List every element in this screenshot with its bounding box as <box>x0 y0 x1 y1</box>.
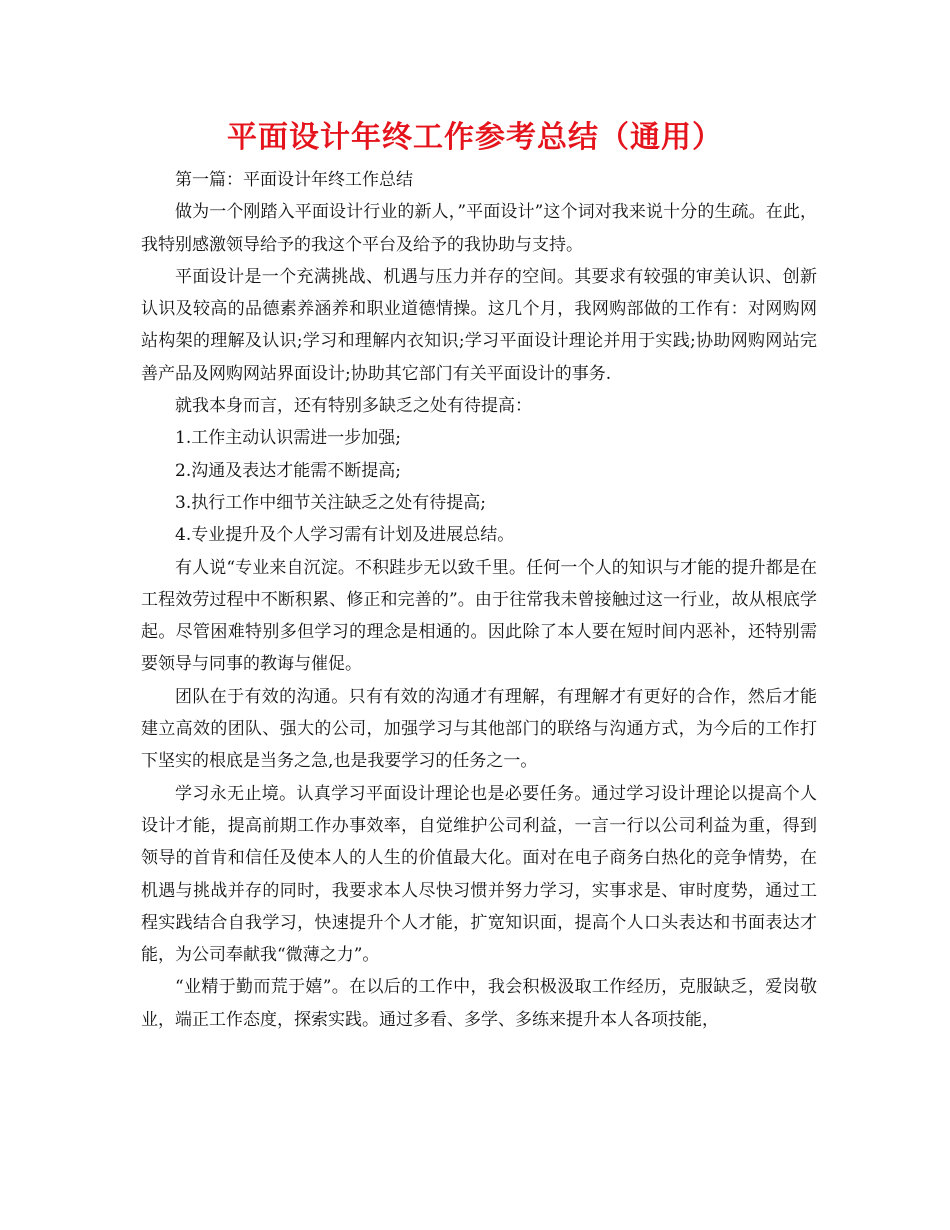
paragraph: 学习永无止境。认真学习平面设计理论也是必要任务。通过学习设计理论以提高个人设计才能，提高前期工作办事效率，自觉维护公司利益，一言一行以公司利益为重，得到领导的首肯和信任及使本人的人生的价值最大化。面对在电子商务白热化的竞争情势，在机遇与挑战并存的同时，我要求本人尽快习惯并努力学习，实事求是、审时度势，通过工程实践结合自我学习，快速提升个人才能，扩宽知识面，提高个人口头表达和书面表达才能，为公司奉献我“微薄之力”。 <box>141 783 817 966</box>
paragraph: 就我本身而言，还有特别多缺乏之处有待提高： <box>175 396 532 417</box>
paragraph: 团队在于有效的沟通。只有有效的沟通才有理解，有理解才有更好的合作，然后才能建立高效的团队、强大的公司，加强学习与其他部门的联络与沟通方式，为今后的工作打下坚实的根底是当务之急,也是我要学习的任务之一。 <box>141 686 817 772</box>
paragraph: “业精于勤而荒于嬉”。在以后的工作中，我会积极汲取工作经历，克服缺乏，爱岗敬业，端正工作态度，探索实践。通过多看、多学、多练来提升本人各项技能， <box>141 977 817 1030</box>
paragraph: 有人说“专业来自沉淀。不积跬步无以致千里。任何一个人的知识与才能的提升都是在工程效劳过程中不断积累、修正和完善的”。由于往常我未曾接触过这一行业，故从根底学起。尽管困难特别多但学习的理念是相通的。因此除了本人要在短时间内恶补，还特别需要领导与同事的教诲与催促。 <box>141 557 817 675</box>
list-item: 1.工作主动认识需进一步加强; <box>175 428 401 449</box>
document-body <box>141 164 817 1036</box>
document-title: 平面设计年终工作参考总结（通用） <box>227 120 723 155</box>
list-item: 2.沟通及表达才能需不断提高; <box>175 460 401 481</box>
list-item: 3.执行工作中细节关注缺乏之处有待提高; <box>175 492 486 513</box>
section-heading: 第一篇：平面设计年终工作总结 <box>175 170 413 190</box>
paragraph: 平面设计是一个充满挑战、机遇与压力并存的空间。其要求有较强的审美认识、创新认识及较高的品德素养涵养和职业道德情操。这几个月，我网购部做的工作有：对网购网站构架的理解及认识;学习和理解内衣知识;学习平面设计理论并用于实践;协助网购网站完善产品及网购网站界面设计;协助其它部门有关平面设计的事务. <box>141 266 817 384</box>
list-item: 4.专业提升及个人学习需有计划及进展总结。 <box>175 525 515 546</box>
paragraph: 做为一个刚踏入平面设计行业的新人，”平面设计”这个词对我来说十分的生疏。在此，我特别感激领导给予的我这个平台及给予的我协助与支持。 <box>141 202 817 255</box>
